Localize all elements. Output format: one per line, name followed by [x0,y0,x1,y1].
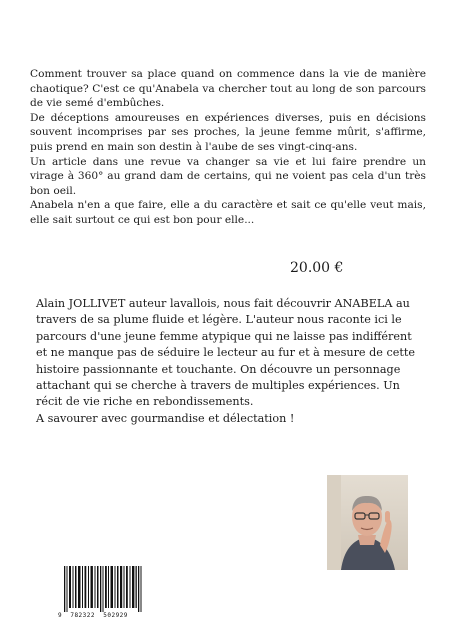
author-blurb [36,296,416,427]
author-photo [327,475,408,570]
barcode-digits: 9 782322 502929 [58,612,128,619]
blurb-paragraph: De déceptions amoureuses en expériences diverses, puis en décisions souvent incomprises par ses proches, la jeune femme mûrit, s'affirme, puis prend en main son destin à l'aube de ses vingt-cinq-ans. [30,111,426,153]
blurb-paragraph: Un article dans une revue va changer sa vie et lui faire prendre un virage à 360° au grand dam de certains, qui ne voient pas cela d'un très bon oeil. [30,155,426,197]
price-label: 20.00 € [290,260,344,276]
blurb-paragraph: Anabela n'en a que faire, elle a du caractère et sait ce qu'elle veut mais, elle sait surtout ce qui est bon pour elle... [30,199,426,226]
blurb-paragraph: Comment trouver sa place quand on commence dans la vie de manière chaotique? C'est ce qu'Anabela va chercher tout au long de son parcours de vie semé d'embûches. [30,68,426,110]
author-blurb-paragraph: A savourer avec gourmandise et délectation ! [36,411,295,425]
book-blurb [30,67,426,228]
author-blurb-paragraph: Alain JOLLIVET auteur lavallois, nous fait découvrir ANABELA au travers de sa plume fluide et légère. L'auteur nous raconte ici le parcours d'une jeune femme atypique qui ne laisse pas indifférent et ne manque pas de séduire le lecteur au fur et à mesure de cette histoire passionnante et touchante. On découvre un personnage attachant qui se cherche à travers de multiples expériences. Un récit de vie riche en rebondissements. [36,297,415,409]
author-portrait-image [327,475,408,570]
